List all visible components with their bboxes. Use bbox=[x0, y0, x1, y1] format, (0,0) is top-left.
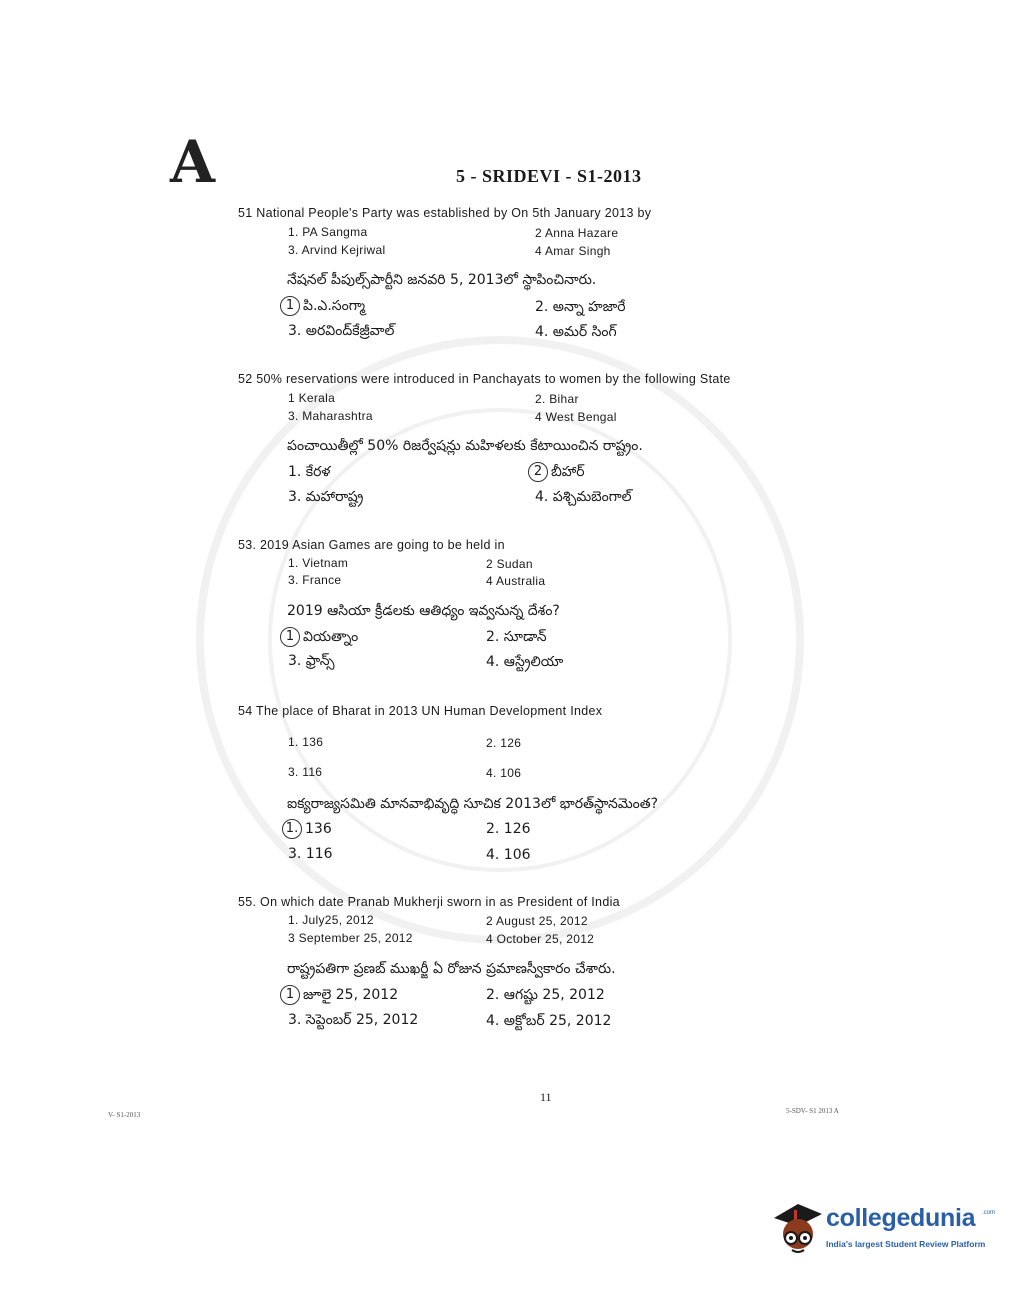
option-1-te bbox=[280, 985, 398, 1006]
option-4-te: 4. ఆస్ట్రేలియా bbox=[486, 654, 564, 670]
option-4-te: 4. అమర్ సింగ్ bbox=[535, 324, 617, 340]
option-1-te bbox=[282, 819, 332, 839]
option-1-en: 1. 136 bbox=[288, 735, 324, 749]
question-text-en: 51 National People's Party was established by On 5th January 2013 by bbox=[238, 206, 652, 220]
option-1-en: 1. PA Sangma bbox=[288, 225, 368, 239]
option-2-te-label: బీహార్ bbox=[551, 464, 585, 480]
option-2-te: 2. అన్నా హజారే bbox=[535, 299, 626, 315]
option-3-en: 3. France bbox=[288, 573, 342, 587]
selected-answer-circle: 2 bbox=[528, 462, 548, 482]
option-1-te: 1. కేరళ bbox=[288, 464, 331, 480]
option-2-en: 2 Anna Hazare bbox=[535, 226, 619, 240]
page-title: 5 - SRIDEVI - S1-2013 bbox=[456, 166, 642, 186]
question-text-te: 2019 ఆసియా క్రీడలకు ఆతిధ్యం ఇవ్వనున్న దేశం? bbox=[287, 603, 560, 619]
question-text-te: ఐక్యరాజ్యసమితి మానవాభివృద్ధి సూచిక 2013లో భారత్‌స్థానమెంత? bbox=[287, 796, 659, 812]
option-3-en: 3. Maharashtra bbox=[288, 409, 373, 423]
option-4-en: 4 Amar Singh bbox=[535, 244, 611, 258]
question-text-en: 54 The place of Bharat in 2013 UN Human Development Index bbox=[238, 704, 603, 718]
collegedunia-logo[interactable] bbox=[768, 1198, 998, 1258]
question-text-en: 52 50% reservations were introduced in Panchayats to women by the following State bbox=[238, 372, 731, 386]
option-1-te bbox=[280, 627, 358, 648]
option-2-te bbox=[528, 462, 585, 483]
question-text-te: రాష్ట్రపతిగా ప్రణబ్ ముఖర్జీ ఏ రోజున ప్రమాణస్వీకారం చేశారు. bbox=[287, 961, 616, 977]
option-2-en: 2 Sudan bbox=[486, 557, 533, 571]
footer-right-code: 5-SDV- S1 2013 A bbox=[786, 1107, 839, 1115]
option-2-en: 2. Bihar bbox=[535, 392, 579, 406]
option-4-en: 4 West Bengal bbox=[535, 410, 617, 424]
option-4-te: 4. పశ్చిమబెంగాల్ bbox=[535, 489, 632, 505]
option-2-te: 2. సూడాన్ bbox=[486, 629, 547, 645]
selected-answer-circle: 1. bbox=[282, 819, 302, 839]
logo-tagline: India's largest Student Review Platform bbox=[826, 1239, 986, 1249]
option-3-en: 3. Arvind Kejriwal bbox=[288, 243, 386, 257]
option-3-te: 3. 116 bbox=[288, 846, 333, 862]
question-text-te: పంచాయితీల్లో 50% రిజర్వేషన్లు మహిళలకు కేటాయించిన రాష్ట్రం. bbox=[287, 438, 643, 454]
option-4-en: 4 October 25, 2012 bbox=[486, 932, 595, 946]
logo-name: collegedunia bbox=[826, 1204, 976, 1232]
option-3-en: 3. 116 bbox=[288, 765, 323, 779]
option-4-te: 4. అక్టోబర్ 25, 2012 bbox=[486, 1013, 612, 1029]
option-2-te: 2. ఆగష్టు 25, 2012 bbox=[486, 987, 605, 1003]
question-text-en: 53. 2019 Asian Games are going to be held in bbox=[238, 538, 505, 552]
option-1-en: 1. July25, 2012 bbox=[288, 913, 374, 927]
page-number: 11 bbox=[540, 1090, 552, 1104]
option-3-te: 3. సెప్టెంబర్ 25, 2012 bbox=[288, 1012, 419, 1028]
option-2-te: 2. 126 bbox=[486, 821, 531, 837]
question-set-letter: A bbox=[170, 128, 216, 196]
question-text-en: 55. On which date Pranab Mukherji sworn in as President of India bbox=[238, 895, 620, 909]
question-text-te: నేషనల్ పీపుల్స్‌పార్టీని జనవరి 5, 2013లో స్థాపించినారు. bbox=[287, 272, 597, 288]
option-1-te bbox=[280, 296, 365, 317]
option-3-te: 3. అరవింద్‌కేజ్రీవాల్ bbox=[288, 323, 395, 339]
mascot-icon bbox=[768, 1198, 824, 1258]
option-3-te: 3. ఫ్రాన్స్ bbox=[288, 653, 335, 669]
option-2-en: 2 August 25, 2012 bbox=[486, 914, 588, 928]
option-1-te-label: వియత్నాం bbox=[303, 629, 359, 645]
logo-domain-suffix: .com bbox=[982, 1210, 996, 1216]
option-1-te-label: 136 bbox=[305, 821, 332, 837]
footer-left-code: V- S1-2013 bbox=[108, 1111, 141, 1119]
option-2-en: 2. 126 bbox=[486, 736, 522, 750]
selected-answer-circle: 1 bbox=[280, 627, 300, 647]
option-1-en: 1 Kerala bbox=[288, 391, 336, 405]
option-4-en: 4. 106 bbox=[486, 766, 522, 780]
option-4-te: 4. 106 bbox=[486, 847, 531, 863]
option-1-te-label: జూలై 25, 2012 bbox=[303, 987, 399, 1003]
selected-answer-circle: 1 bbox=[280, 296, 300, 316]
option-3-te: 3. మహారాష్ట్ర bbox=[288, 489, 364, 505]
option-1-en: 1. Vietnam bbox=[288, 556, 349, 570]
selected-answer-circle: 1 bbox=[280, 985, 300, 1005]
option-3-en: 3 September 25, 2012 bbox=[288, 931, 413, 945]
option-1-te-label: పి.ఎ.సంగ్మా bbox=[303, 298, 366, 314]
option-4-en: 4 Australia bbox=[486, 574, 546, 588]
